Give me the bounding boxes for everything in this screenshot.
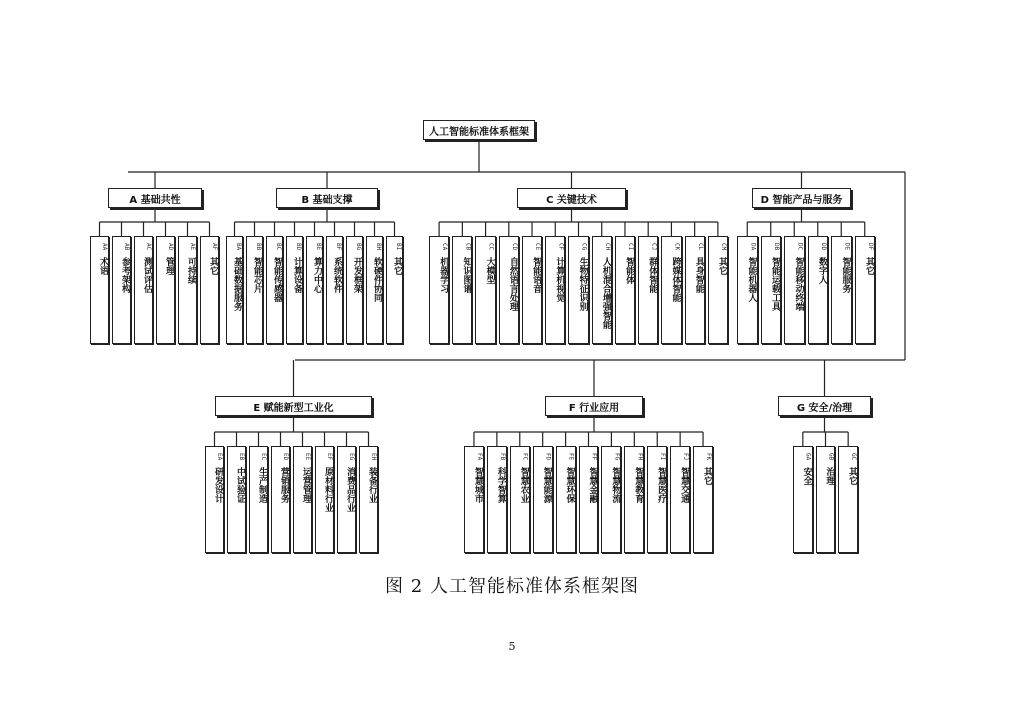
leaf-cl	[685, 236, 705, 344]
leaf-code: AF	[211, 243, 218, 251]
leaf-fc	[510, 446, 530, 553]
leaf-label: 智能语音	[531, 257, 542, 293]
leaf-code: CJ	[650, 243, 658, 251]
leaf-cj	[638, 236, 658, 344]
leaf-label: 智能服务	[840, 257, 851, 293]
leaf-code: FF	[590, 453, 598, 461]
leaf-ea	[205, 446, 224, 553]
leaf-code: EE	[304, 453, 311, 461]
leaf-code: ED	[282, 453, 289, 461]
leaf-cf	[545, 236, 565, 344]
leaf-label: 原材料行业	[323, 467, 333, 512]
leaf-dd	[808, 236, 829, 344]
leaf-code: BD	[295, 243, 302, 251]
leaf-label: 智能传感器	[272, 257, 282, 302]
leaf-label: 术语	[98, 257, 108, 275]
leaf-eg	[337, 446, 356, 553]
leaf-label: 运营管理	[301, 467, 311, 503]
leaf-label: 生产制造	[257, 467, 267, 503]
leaf-cg	[568, 236, 588, 344]
leaf-ae	[178, 236, 197, 344]
leaf-bf	[326, 236, 343, 344]
leaf-label: 具身智能	[693, 257, 704, 293]
leaf-fa	[464, 446, 484, 553]
leaf-label: 跨媒体智能	[670, 257, 681, 302]
leaf-ec	[249, 446, 268, 553]
leaf-bh	[366, 236, 383, 344]
leaf-cb	[452, 236, 472, 344]
leaf-ab	[112, 236, 131, 344]
leaf-code: BC	[275, 243, 282, 251]
category-d: D 智能产品与服务	[752, 188, 851, 208]
leaf-label: 营销服务	[279, 467, 289, 503]
leaf-eh	[359, 446, 378, 553]
leaf-eb	[227, 446, 246, 553]
leaf-code: EF	[326, 453, 333, 461]
leaf-code: FG	[613, 453, 621, 461]
leaf-code: CC	[487, 243, 495, 251]
leaf-code: BI	[395, 243, 402, 251]
leaf-af	[200, 236, 219, 344]
category-f: F 行业应用	[545, 396, 643, 416]
root-node: 人工智能标准体系框架	[423, 120, 535, 140]
leaf-label: 智能机器人	[746, 257, 757, 302]
leaf-ed	[271, 446, 290, 553]
leaf-code: EC	[260, 453, 267, 461]
leaf-fj	[670, 446, 690, 553]
leaf-label: 其它	[846, 467, 857, 485]
leaf-label: 管理	[164, 257, 174, 275]
leaf-code: BF	[335, 243, 342, 251]
leaf-label: 其它	[208, 257, 218, 275]
leaf-fh	[624, 446, 644, 553]
figure-caption: 图 2 人工智能标准体系框架图	[385, 576, 639, 597]
leaf-code: FK	[704, 453, 712, 461]
leaf-be	[306, 236, 323, 344]
leaf-gb	[816, 446, 836, 553]
leaf-code: CF	[557, 243, 565, 251]
leaf-code: EB	[238, 453, 245, 461]
leaf-code: GA	[804, 453, 812, 461]
leaf-code: EG	[348, 453, 355, 461]
leaf-code: BG	[355, 243, 362, 251]
leaf-code: BE	[315, 243, 322, 251]
leaf-code: BA	[235, 243, 242, 251]
leaf-db	[761, 236, 782, 344]
leaf-cd	[499, 236, 519, 344]
leaf-label: 软硬件协同	[372, 257, 382, 302]
leaf-code: CG	[580, 243, 588, 251]
leaf-fb	[487, 446, 507, 553]
leaf-code: AC	[145, 243, 152, 251]
leaf-label: 科学智算	[495, 467, 506, 503]
leaf-code: DF	[867, 243, 874, 251]
leaf-aa	[90, 236, 109, 344]
leaf-cm	[708, 236, 728, 344]
leaf-label: 其它	[716, 257, 727, 275]
leaf-bd	[286, 236, 303, 344]
leaf-label: 消费品行业	[345, 467, 355, 512]
leaf-label: 计算机视觉	[554, 257, 565, 302]
leaf-code: CI	[627, 243, 635, 251]
leaf-label: 装备行业	[367, 467, 377, 503]
leaf-label: 安全	[801, 467, 812, 485]
leaf-label: 参考架构	[120, 257, 130, 293]
leaf-code: CL	[696, 243, 704, 251]
leaf-ce	[522, 236, 542, 344]
leaf-ff	[579, 446, 599, 553]
leaf-label: 算力中心	[312, 257, 322, 293]
leaf-label: 生物特征识别	[577, 257, 588, 311]
leaf-label: 数字人	[817, 257, 827, 284]
leaf-code: EA	[216, 453, 223, 461]
leaf-code: CA	[441, 243, 449, 251]
leaf-label: 其它	[701, 467, 712, 485]
leaf-de	[831, 236, 852, 344]
leaf-code: DE	[843, 243, 851, 251]
leaf-label: 研发设计	[213, 467, 223, 503]
leaf-label: 机器学习	[438, 257, 449, 293]
leaf-fk	[693, 446, 713, 553]
leaf-label: 其它	[864, 257, 874, 275]
leaf-code: BB	[255, 243, 262, 251]
leaf-code: FA	[475, 453, 483, 461]
leaf-label: 智能运载工具	[770, 257, 780, 311]
leaf-code: DD	[820, 243, 827, 251]
leaf-label: 自然语言处理	[507, 257, 518, 311]
leaf-fd	[533, 446, 553, 553]
leaf-label: 智慧环保	[564, 467, 575, 503]
category-b: B 基础支撑	[276, 188, 378, 208]
leaf-label: 计算设备	[292, 257, 302, 293]
leaf-bi	[386, 236, 403, 344]
leaf-label: 群体智能	[647, 257, 658, 293]
leaf-label: 知识图谱	[461, 257, 472, 293]
leaf-code: FE	[567, 453, 575, 461]
leaf-label: 智慧物流	[610, 467, 621, 503]
leaf-label: 智慧教育	[633, 467, 644, 503]
leaf-label: 智慧医疗	[656, 467, 667, 503]
leaf-label: 系统软件	[332, 257, 342, 293]
leaf-label: 智慧交通	[679, 467, 690, 503]
category-c: C 关键技术	[517, 188, 626, 208]
leaf-cc	[475, 236, 495, 344]
leaf-label: 智能体	[624, 257, 635, 284]
leaf-code: DC	[796, 243, 804, 251]
category-a: A 基础共性	[108, 188, 202, 208]
leaf-ad	[156, 236, 175, 344]
leaf-bg	[346, 236, 363, 344]
leaf-code: CB	[464, 243, 472, 251]
leaf-code: CD	[510, 243, 518, 251]
leaf-code: FH	[636, 453, 644, 461]
leaf-gc	[838, 446, 858, 553]
leaf-ef	[315, 446, 334, 553]
leaf-code: AE	[189, 243, 196, 251]
leaf-df	[855, 236, 876, 344]
category-e: E 赋能新型工业化	[215, 396, 372, 416]
leaf-label: 开发框架	[352, 257, 362, 293]
leaf-label: 测试评估	[142, 257, 152, 293]
leaf-ac	[134, 236, 153, 344]
category-g: G 安全/治理	[778, 396, 871, 416]
leaf-dc	[784, 236, 805, 344]
leaf-code: DB	[773, 243, 780, 251]
leaf-label: 治理	[824, 467, 835, 485]
leaf-label: 中试验证	[235, 467, 245, 503]
leaf-code: AA	[101, 243, 108, 251]
leaf-code: AB	[123, 243, 130, 251]
leaf-ga	[793, 446, 813, 553]
leaf-label: 智慧城市	[472, 467, 483, 503]
leaf-code: BH	[375, 243, 382, 251]
leaf-code: DA	[749, 243, 757, 251]
leaf-fe	[556, 446, 576, 553]
leaf-ch	[592, 236, 612, 344]
leaf-da	[737, 236, 758, 344]
leaf-label: 智慧农业	[518, 467, 529, 503]
leaf-label: 智能移动终端	[793, 257, 804, 311]
leaf-code: FI	[659, 453, 667, 461]
leaf-ck	[661, 236, 681, 344]
leaf-ee	[293, 446, 312, 553]
leaf-ci	[615, 236, 635, 344]
leaf-label: 智能芯片	[252, 257, 262, 293]
leaf-label: 基础数据服务	[232, 257, 242, 311]
leaf-code: AD	[167, 243, 174, 251]
page-number: 5	[508, 640, 516, 653]
leaf-code: GC	[849, 453, 857, 461]
leaf-ba	[226, 236, 243, 344]
leaf-bb	[246, 236, 263, 344]
leaf-label: 其它	[392, 257, 402, 275]
leaf-fi	[647, 446, 667, 553]
leaf-bc	[266, 236, 283, 344]
leaf-code: FB	[498, 453, 506, 461]
leaf-ca	[429, 236, 449, 344]
leaf-label: 智慧金融	[587, 467, 598, 503]
leaf-label: 大模型	[484, 257, 495, 284]
leaf-code: FJ	[682, 453, 690, 461]
leaf-code: CM	[719, 243, 727, 251]
leaf-label: 人机混合增强智能	[600, 257, 611, 329]
leaf-fg	[601, 446, 621, 553]
leaf-code: CE	[534, 243, 542, 251]
leaf-code: GB	[827, 453, 835, 461]
leaf-code: FC	[521, 453, 529, 461]
leaf-code: CH	[603, 243, 611, 251]
leaf-code: FD	[544, 453, 552, 461]
leaf-label: 智慧能源	[541, 467, 552, 503]
leaf-code: EH	[370, 453, 377, 461]
leaf-label: 可持续	[186, 257, 196, 284]
leaf-code: CK	[673, 243, 681, 251]
